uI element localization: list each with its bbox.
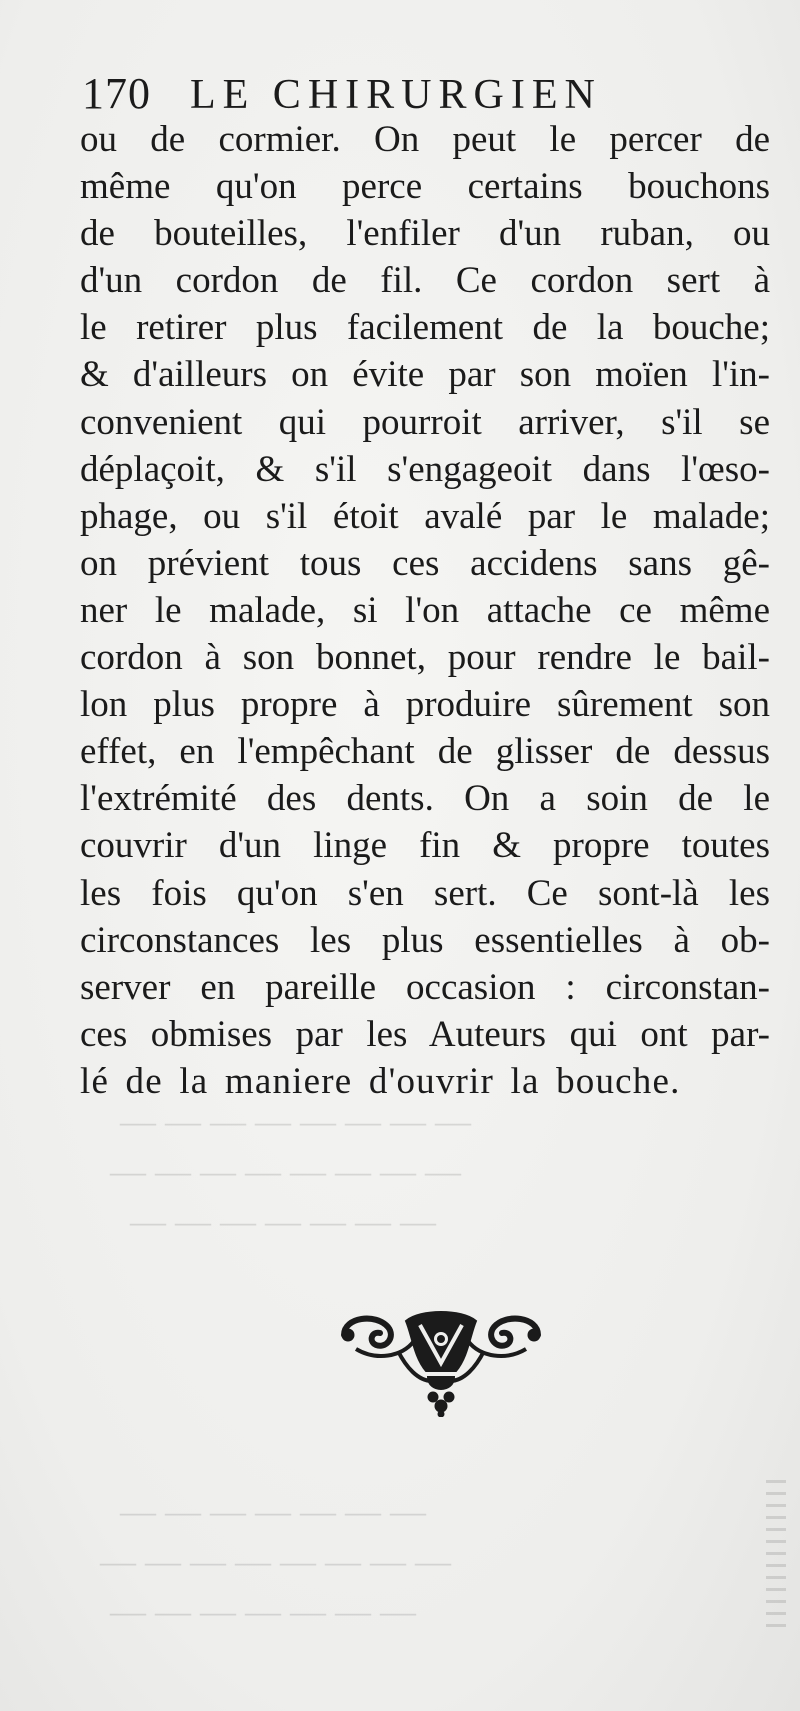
page-number: 170 <box>82 69 151 118</box>
text-line: les fois qu'on s'en sert. Ce sont-là les <box>80 872 770 914</box>
fleuron-ornament-icon <box>336 1305 546 1417</box>
text-line: effet, en l'empêchant de glisser de dessus <box>80 731 770 773</box>
text-line: server en pareille occasion : circonstan- <box>80 966 770 1008</box>
body-text <box>80 116 770 1105</box>
text-line: d'un cordon de fil. Ce cordon sert à <box>80 260 770 302</box>
show-through-text: — — — — — — — — — — — — — — — — — — — — — — — — — — — — — — — — — — — — — — — — — — — — — <box>100 1101 471 1631</box>
text-line: ces obmises par les Auteurs qui ont par- <box>80 1013 770 1055</box>
text-line: le retirer plus facilement de la bouche; <box>80 307 770 349</box>
running-head <box>82 64 722 124</box>
text-line: convenient qui pourroit arriver, s'il se <box>80 401 770 443</box>
running-title: LE CHIRURGIEN <box>190 72 602 118</box>
text-line: l'extrémité des dents. On a soin de le <box>80 778 770 820</box>
text-line: on prévient tous ces accidens sans gê- <box>80 542 770 584</box>
text-line: circonstances les plus essentielles à ob- <box>80 919 770 961</box>
text-line: même qu'on perce certains bouchons <box>80 166 770 208</box>
text-line: déplaçoit, & s'il s'engageoit dans l'œso- <box>80 448 770 490</box>
text-line: phage, ou s'il étoit avalé par le malade; <box>80 495 770 537</box>
text-line: ou de cormier. On peut le percer de <box>80 119 770 160</box>
text-line: cordon à son bonnet, pour rendre le bail- <box>80 637 770 679</box>
text-line: couvrir d'un linge fin & propre toutes <box>80 825 770 867</box>
page-edge-marks <box>766 1480 786 1630</box>
text-line last-line: lé de la maniere d'ouvrir la bouche. <box>80 1060 681 1102</box>
text-line: lon plus propre à produire sûrement son <box>80 684 770 726</box>
text-line: ner le malade, si l'on attache ce même <box>80 589 770 631</box>
text-line: de bouteilles, l'enfiler d'un ruban, ou <box>80 213 770 255</box>
text-line: & d'ailleurs on évite par son moïen l'in- <box>80 354 770 396</box>
